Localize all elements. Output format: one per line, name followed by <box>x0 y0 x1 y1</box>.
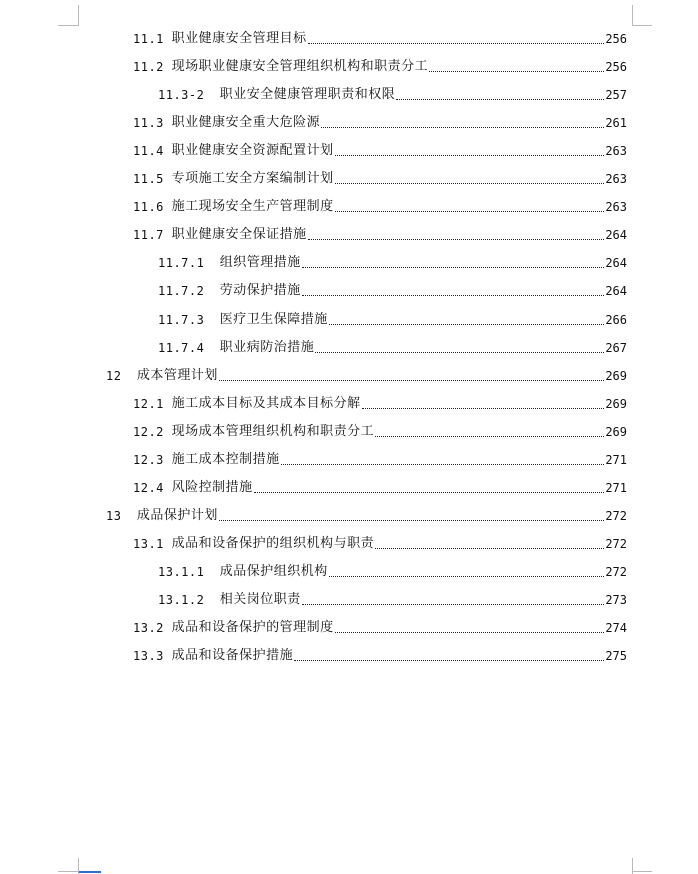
toc-entry-number: 11.7.4 <box>158 340 220 355</box>
toc-entry-number: 13 <box>106 508 137 523</box>
toc-entry-number: 13.1.1 <box>158 564 220 579</box>
toc-dot-leader <box>302 604 605 605</box>
toc-entry-title: 专项施工安全方案编制计划 <box>171 171 334 187</box>
toc-entry-number: 11.7.1 <box>158 256 220 271</box>
toc-entry-number: 11.4 <box>133 144 172 159</box>
toc-entry-title: 相关岗位职责 <box>219 592 301 607</box>
toc-entry-page-number: 257 <box>605 88 627 103</box>
toc-dot-leader <box>308 43 605 44</box>
toc-entry-page-number: 266 <box>605 312 627 327</box>
toc-entry[interactable] <box>158 83 627 103</box>
toc-dot-leader <box>329 324 605 325</box>
toc-entry-title: 成本管理计划 <box>136 367 218 383</box>
toc-entry-number: 11.7 <box>133 228 172 243</box>
toc-dot-leader <box>219 380 604 381</box>
toc-entry[interactable] <box>106 364 627 384</box>
toc-entry-title: 组织管理措施 <box>219 255 301 271</box>
toc-entry[interactable] <box>133 167 627 187</box>
toc-entry-page-number: 272 <box>605 536 627 551</box>
toc-entry[interactable] <box>158 560 627 580</box>
crop-mark-top-left <box>58 25 78 26</box>
toc-entry-number: 13.2 <box>133 621 172 636</box>
toc-dot-leader <box>335 183 605 184</box>
toc-entry-title: 风险控制措施 <box>171 479 253 495</box>
toc-entry-title: 劳动保护措施 <box>219 283 301 299</box>
toc-entry-number: 11.6 <box>133 200 172 215</box>
toc-entry-title: 职业健康安全资源配置计划 <box>171 143 334 159</box>
toc-entry-number: 11.3 <box>133 116 172 131</box>
toc-dot-leader <box>396 99 604 100</box>
toc-entry[interactable] <box>133 616 627 636</box>
toc-dot-leader <box>219 520 604 521</box>
toc-entry-page-number: 273 <box>605 593 627 607</box>
toc-entry-page-number: 271 <box>605 452 627 467</box>
toc-entry-number: 12 <box>106 368 137 383</box>
toc-entry[interactable] <box>133 111 627 131</box>
toc-entry[interactable] <box>158 588 627 608</box>
crop-mark-bottom-right <box>632 871 652 872</box>
toc-entry-page-number: 263 <box>605 172 627 187</box>
toc-entry[interactable] <box>133 448 627 468</box>
toc-entry[interactable] <box>133 139 627 159</box>
toc-entry-number: 11.1 <box>133 32 172 46</box>
toc-dot-leader <box>429 71 604 72</box>
toc-entry-title: 职业健康安全管理目标 <box>171 31 307 46</box>
toc-dot-leader <box>315 352 604 353</box>
toc-entry-page-number: 263 <box>605 200 627 215</box>
toc-dot-leader <box>375 436 604 437</box>
toc-entry-page-number: 263 <box>605 144 627 159</box>
toc-entry[interactable] <box>133 476 627 496</box>
crop-mark-bottom-left <box>58 871 78 872</box>
crop-mark-top-left <box>78 5 79 26</box>
toc-dot-leader <box>335 155 605 156</box>
toc-entry-page-number: 275 <box>605 649 627 664</box>
toc-entry[interactable] <box>158 251 627 271</box>
toc-entry-title: 成品和设备保护措施 <box>171 648 294 664</box>
toc-entry-title: 职业健康安全保证措施 <box>171 227 307 243</box>
toc-entry[interactable] <box>133 55 627 75</box>
toc-dot-leader <box>335 632 605 633</box>
toc-dot-leader <box>329 576 605 577</box>
toc-entry-page-number: 261 <box>605 116 627 131</box>
toc-entry-number: 11.3-2 <box>158 88 220 103</box>
toc-entry-page-number: 274 <box>605 621 627 636</box>
toc-dot-leader <box>375 548 604 549</box>
toc-entry-number: 11.2 <box>133 60 172 75</box>
toc-entry-title: 施工成本目标及其成本目标分解 <box>171 395 361 411</box>
toc-entry-page-number: 264 <box>605 228 627 243</box>
toc-entry[interactable] <box>133 420 627 440</box>
toc-entry-title: 职业安全健康管理职责和权限 <box>219 87 396 103</box>
toc-entry-title: 成品保护计划 <box>136 507 218 523</box>
toc-entry-number: 13.1 <box>133 536 172 551</box>
crop-mark-bottom-right <box>632 858 633 874</box>
toc-dot-leader <box>362 408 605 409</box>
toc-entry-title: 施工成本控制措施 <box>171 451 280 467</box>
toc-entry-page-number: 272 <box>605 508 627 523</box>
toc-entry-number: 12.3 <box>133 452 172 467</box>
toc-entry[interactable] <box>158 336 627 356</box>
toc-entry[interactable] <box>158 308 627 328</box>
toc-entry[interactable] <box>133 223 627 243</box>
toc-dot-leader <box>254 492 605 493</box>
toc-entry-page-number: 264 <box>605 256 627 271</box>
toc-entry-number: 12.2 <box>133 424 172 439</box>
toc-entry-title: 职业健康安全重大危险源 <box>171 115 321 131</box>
crop-mark-top-right <box>632 25 652 26</box>
toc-dot-leader <box>335 211 605 212</box>
toc-entry-number: 13.1.2 <box>158 593 220 607</box>
cursor-marker <box>79 871 101 873</box>
toc-entry-title: 成品和设备保护的组织机构与职责 <box>171 535 375 551</box>
toc-entry[interactable] <box>133 644 627 664</box>
toc-entry[interactable] <box>133 532 627 552</box>
toc-entry-page-number: 269 <box>605 396 627 411</box>
toc-entry-number: 11.7.3 <box>158 312 220 327</box>
toc-entry-number: 12.1 <box>133 396 172 411</box>
toc-entry-number: 11.5 <box>133 172 172 187</box>
toc-dot-leader <box>281 464 605 465</box>
toc-entry-title: 成品保护组织机构 <box>219 563 328 579</box>
toc-entry-number: 12.4 <box>133 480 172 495</box>
toc-dot-leader <box>321 127 604 128</box>
toc-entry-page-number: 256 <box>605 32 627 46</box>
toc-entry-title: 职业病防治措施 <box>219 339 315 355</box>
toc-entry[interactable] <box>133 27 627 47</box>
toc-entry-page-number: 269 <box>605 368 627 383</box>
toc-entry[interactable] <box>158 279 627 299</box>
toc-entry-page-number: 269 <box>605 424 627 439</box>
toc-entry-title: 现场职业健康安全管理组织机构和职责分工 <box>171 59 429 75</box>
toc-entry[interactable] <box>106 504 627 524</box>
toc-entry-page-number: 264 <box>605 284 627 299</box>
toc-entry-title: 成品和设备保护的管理制度 <box>171 620 334 636</box>
toc-entry-title: 施工现场安全生产管理制度 <box>171 199 334 215</box>
toc-dot-leader <box>294 660 604 661</box>
toc-entry[interactable] <box>133 392 627 412</box>
toc-entry-title: 医疗卫生保障措施 <box>219 311 328 327</box>
toc-dot-leader <box>302 267 605 268</box>
toc-entry-title: 现场成本管理组织机构和职责分工 <box>171 423 375 439</box>
toc-entry-number: 13.3 <box>133 649 172 664</box>
toc-entry-page-number: 271 <box>605 480 627 495</box>
toc-dot-leader <box>308 239 605 240</box>
toc-dot-leader <box>302 295 605 296</box>
crop-mark-top-right <box>632 5 633 26</box>
toc-entry[interactable] <box>133 195 627 215</box>
toc-entry-page-number: 267 <box>605 340 627 355</box>
toc-entry-number: 11.7.2 <box>158 284 220 299</box>
toc-entry-page-number: 256 <box>605 60 627 75</box>
toc-entry-page-number: 272 <box>605 564 627 579</box>
